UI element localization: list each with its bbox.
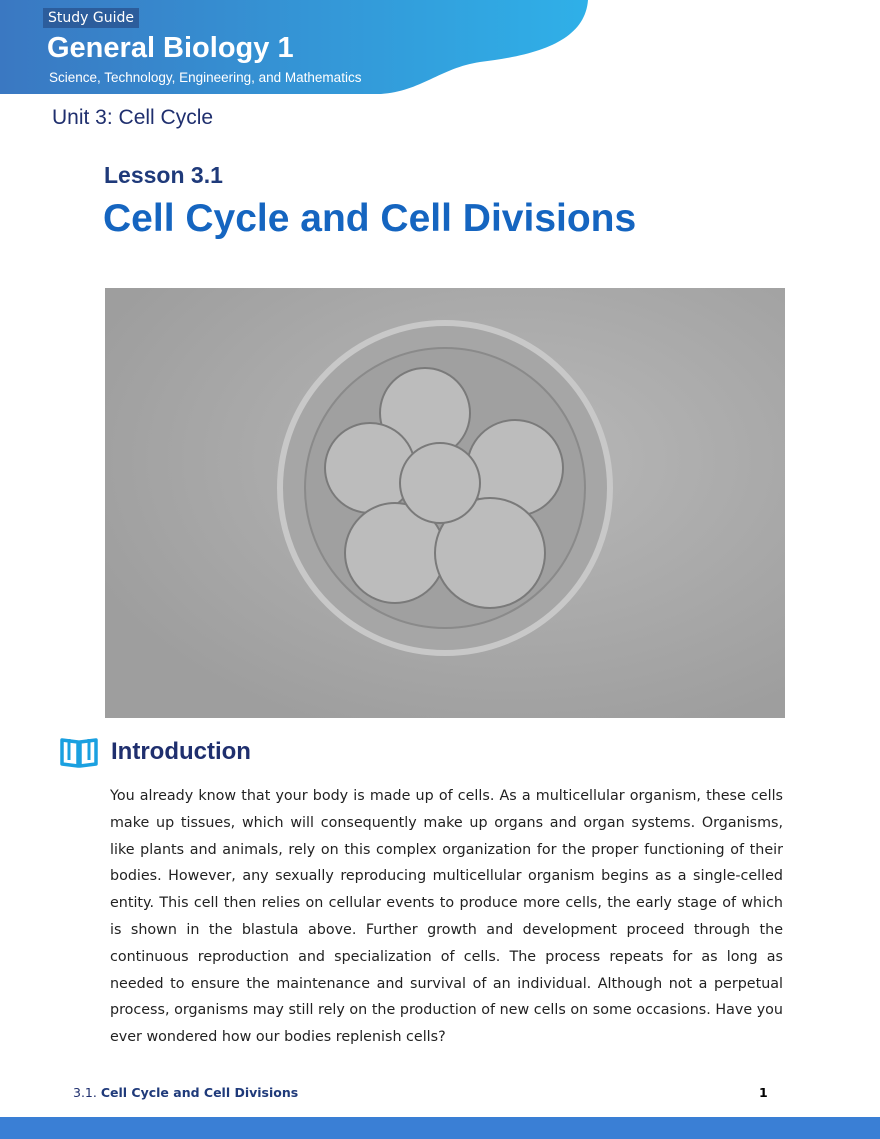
introduction-heading: Introduction [111, 738, 251, 765]
page-number: 1 [759, 1085, 768, 1100]
book-icon [59, 736, 99, 768]
introduction-text: You already know that your body is made up of cells. As a multicellular organism, these cells make up tissues, which will consequently make up organs and organ systems. Organisms, like plants and animals, rely on this complex organization for the proper functioning of their bodies. However, any sexually reproducing multicellular organism begins as a single-celled entity. This cell then relies on cellular events to produce more cells, the early stage of which is shown in the blastula above. Further growth and development proceed through the continuous reproduction and specialization of cells. The process repeats for as long as needed to ensure the maintenance and survival of an individual. Although not a perpetual process, organisms may still rely on the production of new cells on some occasions. Have you ever wondered how our bodies replenish cells? [110, 788, 783, 1046]
unit-title: Unit 3: Cell Cycle [52, 106, 214, 129]
footer-title [73, 1085, 298, 1100]
footer-prefix: 3.1. [73, 1085, 97, 1100]
course-subtitle: Science, Technology, Engineering, and Mathematics [49, 70, 362, 85]
lesson-title: Cell Cycle and Cell Divisions [103, 197, 637, 240]
lesson-number: Lesson 3.1 [104, 162, 223, 188]
blastula-image [105, 288, 785, 718]
course-title: General Biology 1 [47, 32, 294, 64]
footer-bar [0, 1117, 880, 1139]
study-guide-tag: Study Guide [43, 8, 139, 28]
footer-lesson: Cell Cycle and Cell Divisions [100, 1085, 299, 1100]
